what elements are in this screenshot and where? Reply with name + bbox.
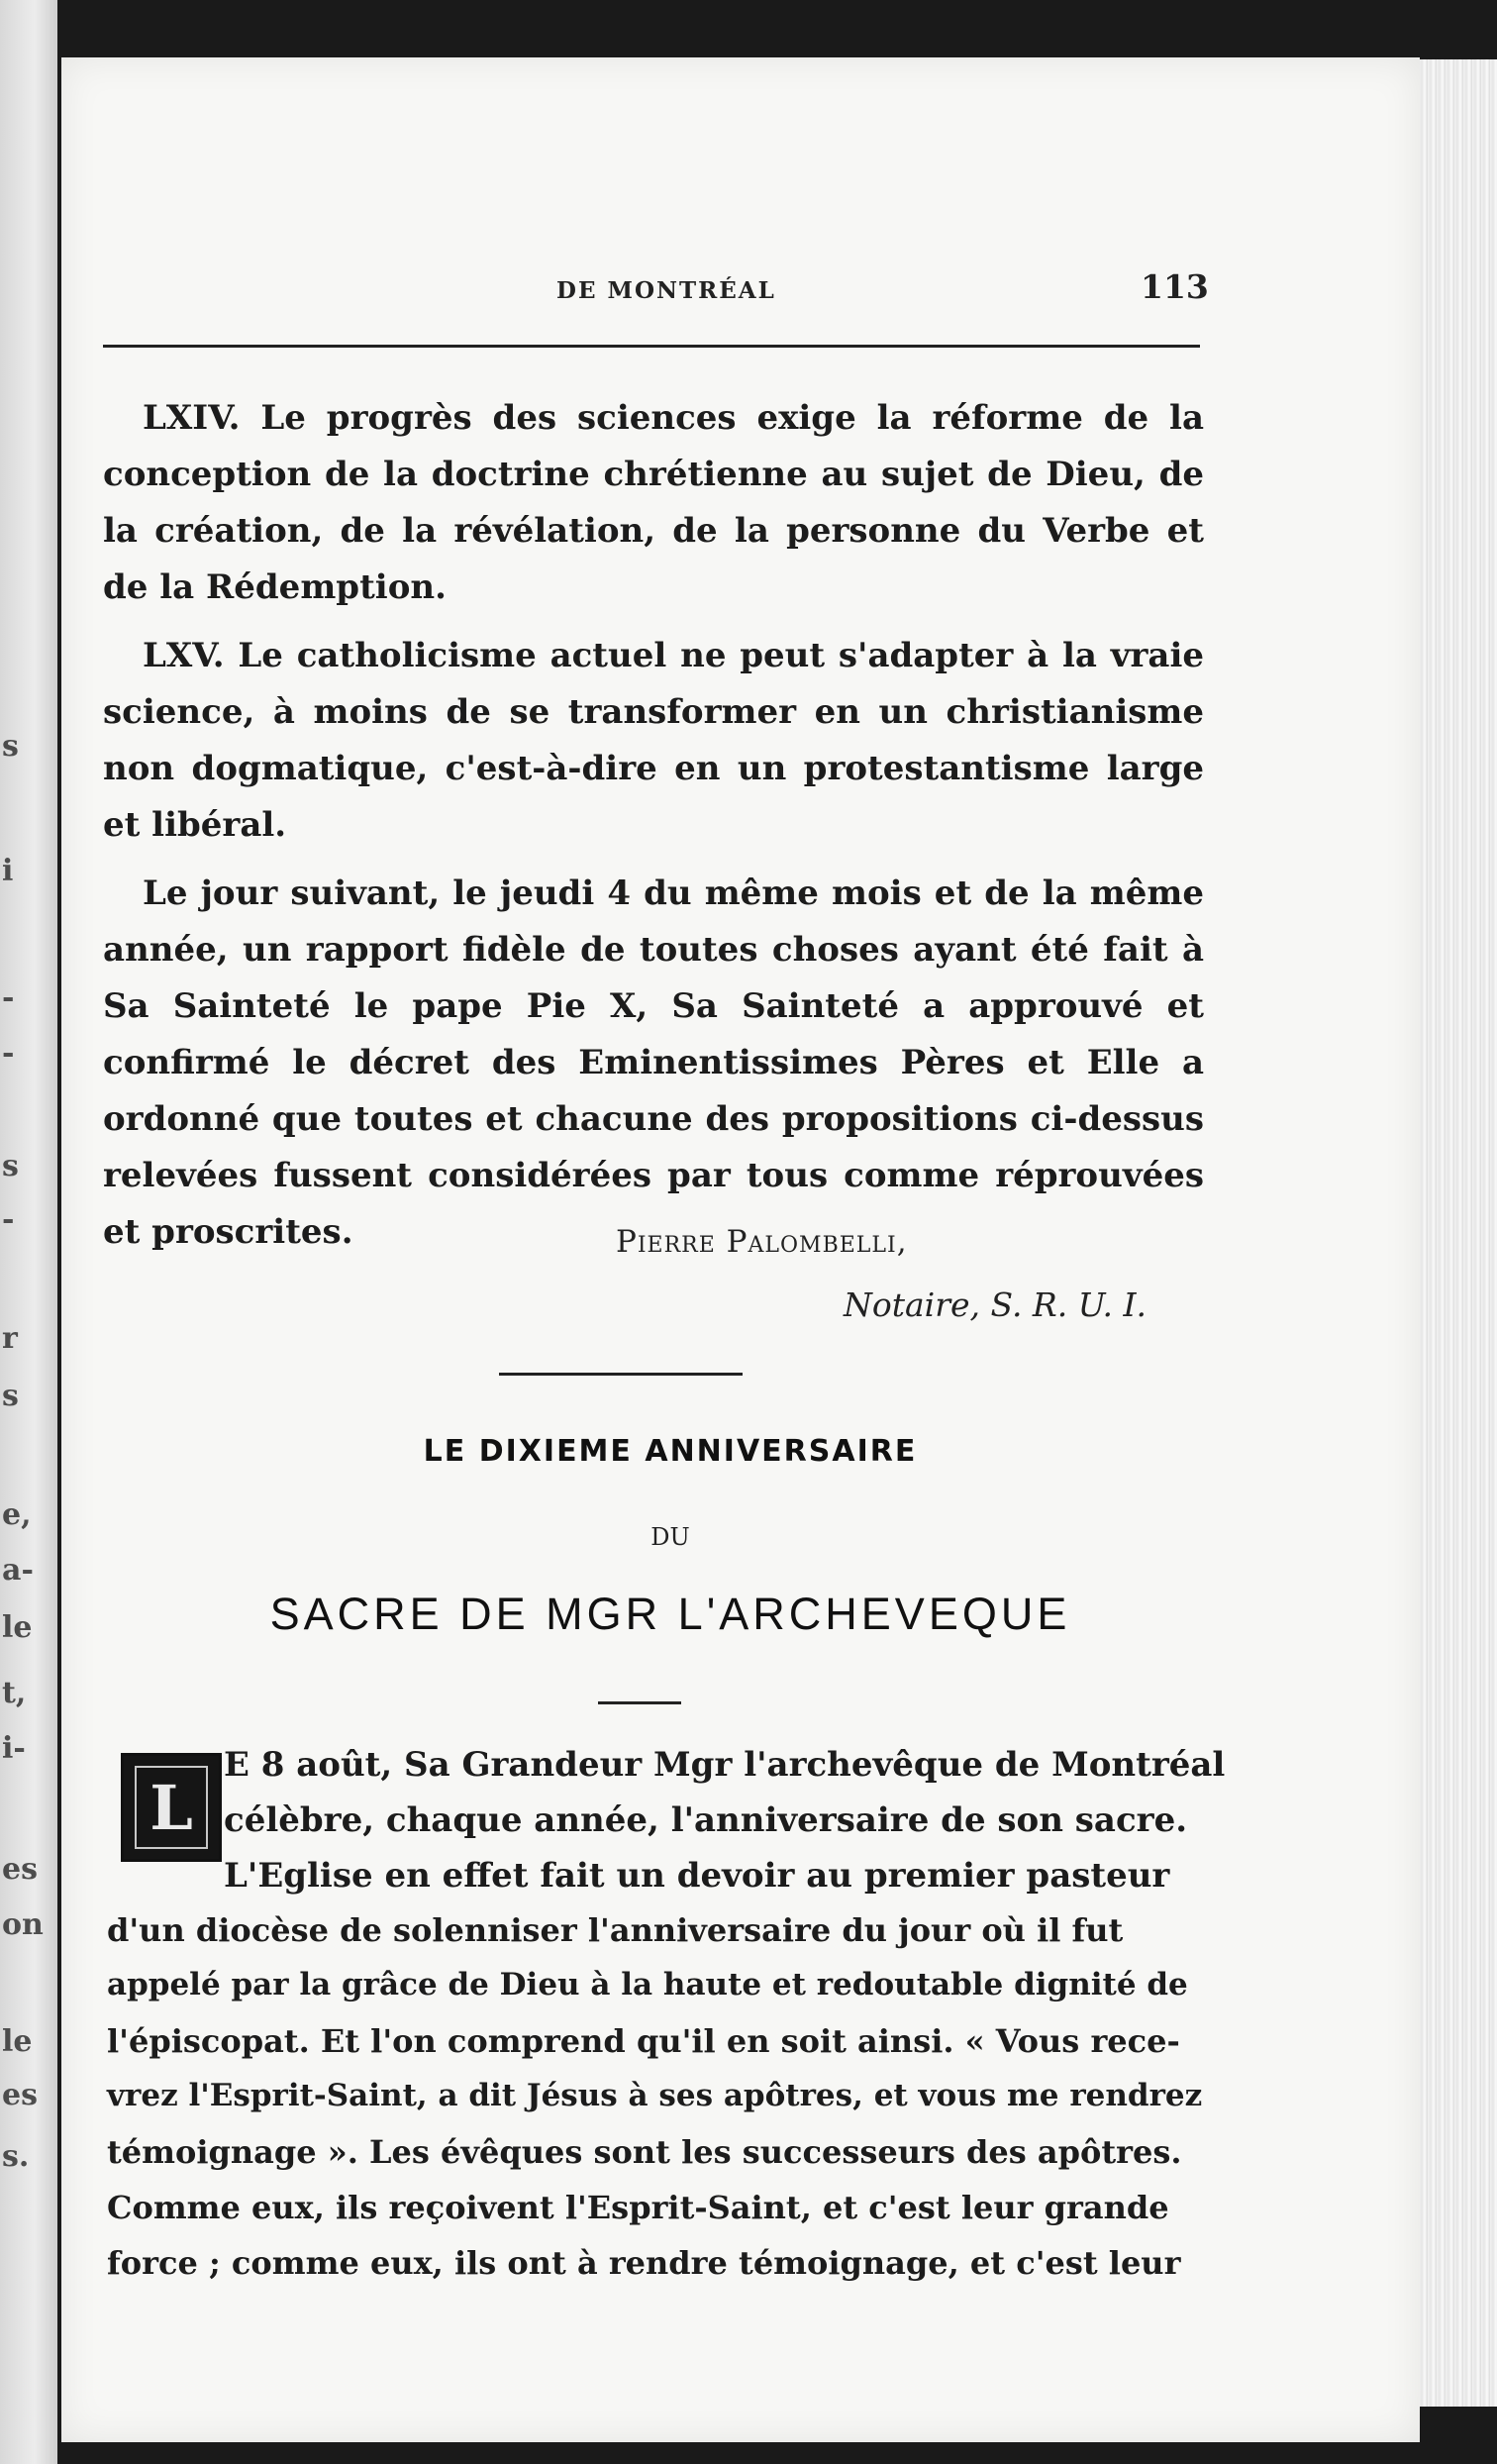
margin-fragment: le [2, 1610, 33, 1645]
body-line: appelé par la grâce de Dieu à la haute et redoutable dignité de [107, 1967, 1188, 2002]
body-line: l'épiscopat. Et l'on comprend qu'il en soit ainsi. « Vous rece- [107, 2022, 1180, 2060]
margin-fragment: s [2, 1149, 19, 1183]
body-line: force ; comme eux, ils ont à rendre témoignage, et c'est leur [107, 2244, 1181, 2282]
book-page [61, 57, 1420, 2442]
section-connector: DU [650, 1523, 690, 1551]
body-line: célèbre, chaque année, l'anniversaire de son sacre. [224, 1800, 1188, 1840]
margin-fragment: a- [2, 1553, 34, 1588]
margin-fragment: s [2, 1379, 19, 1413]
body-line: vrez l'Esprit-Saint, a dit Jésus à ses apôtres, et vous me rendrez [107, 2078, 1203, 2113]
margin-fragment: s [2, 729, 19, 764]
margin-fragment: r [2, 1321, 18, 1356]
drop-cap-letter: L [135, 1766, 208, 1849]
body-text-top [103, 390, 1204, 1273]
body-line: témoignage ». Les évêques sont les successeurs des apôtres. [107, 2133, 1182, 2171]
signature-title: Notaire, S. R. U. I. [844, 1285, 1148, 1324]
margin-fragment: - [2, 1202, 15, 1237]
margin-fragment: es [2, 2078, 38, 2112]
paragraph-decree: Le jour suivant, le jeudi 4 du même mois et de la même année, un rapport fidèle de toutes choses ayant été fait à Sa Sainteté le pape Pie X, Sa Sainteté a approuvé et confirmé le décret des Eminentissimes Pères et Elle a ordonné que toutes et chacune des propositions ci-dessus relevées fussent considérées par tous comme réprouvées et proscrites. [103, 873, 1204, 1252]
margin-fragment: le [2, 2024, 33, 2059]
paragraph-lxv: LXV. Le catholicisme actuel ne peut s'adapter à la vraie science, à moins de se transformer en un christianisme non dogmatique, c'est-à-dire en un protestantisme large et libéral. [103, 636, 1204, 845]
body-line: L'Eglise en effet fait un devoir au premier pasteur [224, 1856, 1170, 1896]
signature-name: Pierre Palombelli, [616, 1224, 908, 1260]
margin-fragment: es [2, 1852, 38, 1887]
margin-fragment: i [2, 854, 14, 888]
margin-fragment: on [2, 1907, 44, 1942]
adjacent-page-edge [0, 0, 57, 2464]
subtitle-divider [598, 1701, 681, 1704]
body-line: Comme eux, ils reçoivent l'Esprit-Saint, et c'est leur grande [107, 2189, 1169, 2226]
margin-fragment: - [2, 1036, 15, 1071]
margin-fragment: s. [2, 2139, 30, 2174]
running-head: DE MONTRÉAL [556, 277, 776, 304]
page-stack-edge [1408, 59, 1497, 2407]
margin-fragment: i- [2, 1731, 26, 1766]
body-line: E 8 août, Sa Grandeur Mgr l'archevêque de Montréal [224, 1745, 1226, 1785]
section-subtitle: SACRE DE MGR L'ARCHEVEQUE [269, 1589, 1071, 1639]
header-rule [103, 345, 1200, 348]
drop-cap [121, 1753, 222, 1862]
section-divider [499, 1373, 743, 1376]
body-line: d'un diocèse de solenniser l'anniversaire du jour où il fut [107, 1911, 1124, 1949]
paragraph-lxiv: LXIV. Le progrès des sciences exige la réforme de la conception de la doctrine chrétienne au sujet de Dieu, de la création, de la révélation, de la personne du Verbe et de la Rédemption. [103, 398, 1204, 607]
page-number: 113 [1141, 267, 1209, 306]
margin-fragment: t, [2, 1676, 27, 1710]
margin-fragment: e, [2, 1497, 32, 1532]
section-title: LE DIXIEME ANNIVERSAIRE [423, 1434, 918, 1469]
margin-fragment: - [2, 980, 15, 1015]
